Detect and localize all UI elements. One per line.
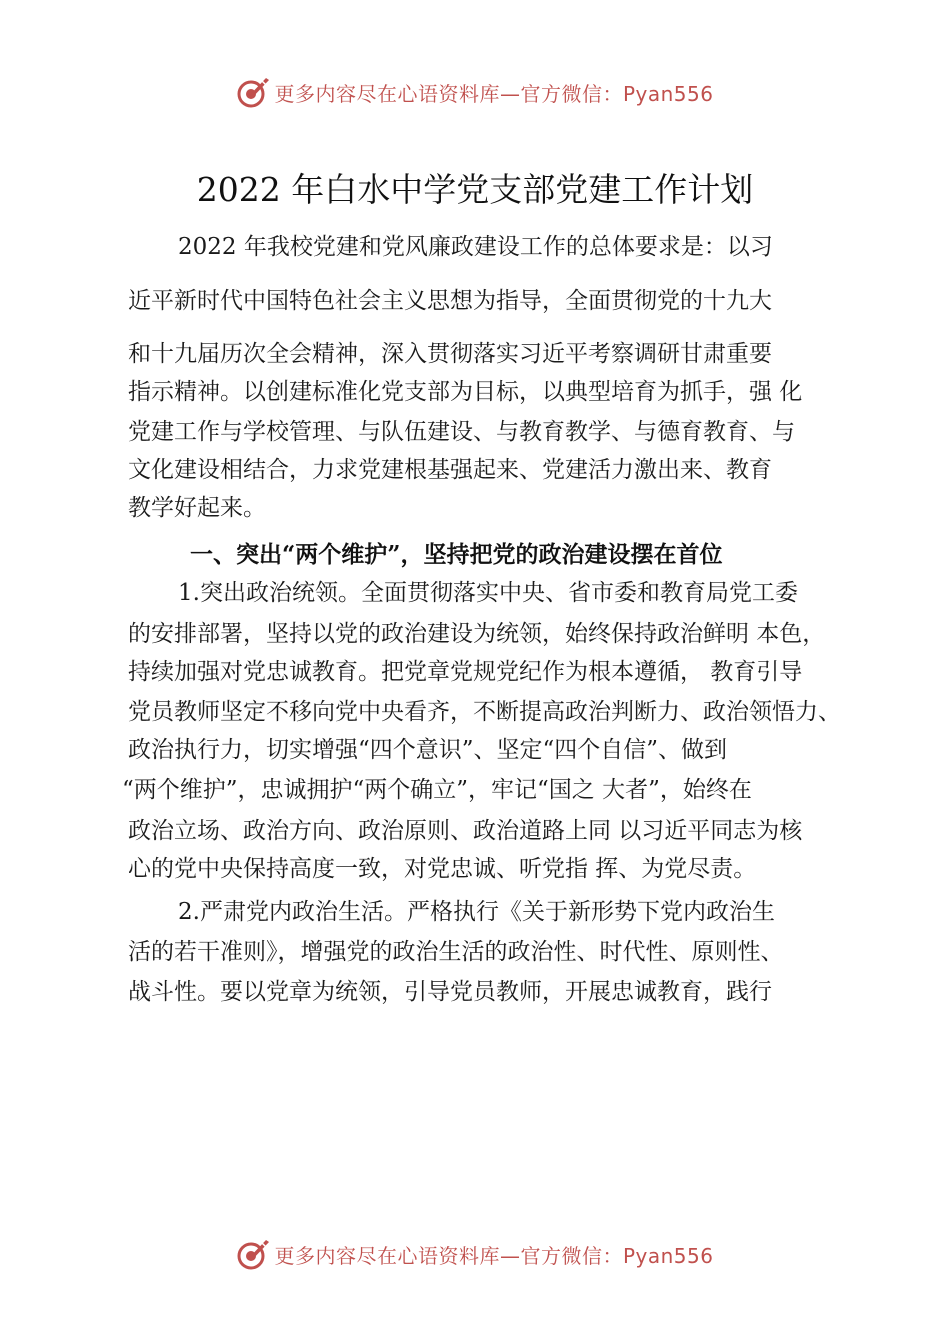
text-line: 党建工作与学校管理、与队伍建设、与教育教学、与德育教育、与 bbox=[128, 419, 795, 445]
banner-text: 更多内容尽在心语资料库—官方微信：Pyan556 bbox=[274, 1243, 714, 1268]
text-line: 的安排部署，坚持以党的政治建设为统领，始终保持政治鲜明 本色， bbox=[128, 621, 826, 647]
footer-banner bbox=[0, 1234, 950, 1274]
quill-pen-seal-icon bbox=[236, 1237, 270, 1271]
text-line: 2022 年我校党建和党风廉政建设工作的总体要求是：以习 bbox=[178, 234, 773, 260]
text-line: 持续加强对党忠诚教育。把党章党规党纪作为根本遵循， 教育引导 bbox=[128, 659, 803, 685]
text-line: 活的若干准则》，增强党的政治生活的政治性、时代性、原则性、 bbox=[128, 939, 784, 965]
quill-pen-seal-icon bbox=[236, 75, 270, 109]
text-line: 和十九届历次全会精神，深入贯彻落实习近平考察调研甘肃重要 bbox=[128, 341, 772, 367]
text-line: 政治执行力，切实增强“四个意识”、坚定“四个自信”、做到 bbox=[128, 737, 728, 763]
header-banner bbox=[0, 72, 950, 112]
text-line: 1.突出政治统领。全面贯彻落实中央、省市委和教育局党工委 bbox=[178, 580, 798, 606]
text-line: 党员教师坚定不移向党中央看齐，不断提高政治判断力、政治领悟力、 bbox=[128, 699, 841, 725]
banner-text: 更多内容尽在心语资料库—官方微信：Pyan556 bbox=[274, 81, 714, 106]
text-line: 战斗性。要以党章为统领，引导党员教师，开展忠诚教育，践行 bbox=[128, 979, 772, 1005]
text-line: 教学好起来。 bbox=[128, 495, 266, 521]
section-heading: 一、突出“两个维护”，坚持把党的政治建设摆在首位 bbox=[190, 541, 723, 568]
text-line: 近平新时代中国特色社会主义思想为指导，全面贯彻党的十九大 bbox=[128, 288, 772, 314]
text-line: 指示精神。以创建标准化党支部为目标，以典型培育为抓手，强 化 bbox=[128, 379, 803, 405]
text-line: 2.严肃党内政治生活。严格执行《关于新形势下党内政治生 bbox=[178, 899, 775, 925]
text-line: “两个维护”，忠诚拥护“两个确立”，牢记“国之 大者”，始终在 bbox=[122, 777, 752, 803]
text-line: 心的党中央保持高度一致，对党忠诚、听党指 挥、为党尽责。 bbox=[128, 856, 757, 882]
text-line: 政治立场、政治方向、政治原则、政治道路上同 以习近平同志为核 bbox=[128, 818, 803, 844]
document-title: 2022 年白水中学党支部党建工作计划 bbox=[196, 170, 754, 209]
text-line: 文化建设相结合，力求党建根基强起来、党建活力激出来、教育 bbox=[128, 457, 772, 483]
